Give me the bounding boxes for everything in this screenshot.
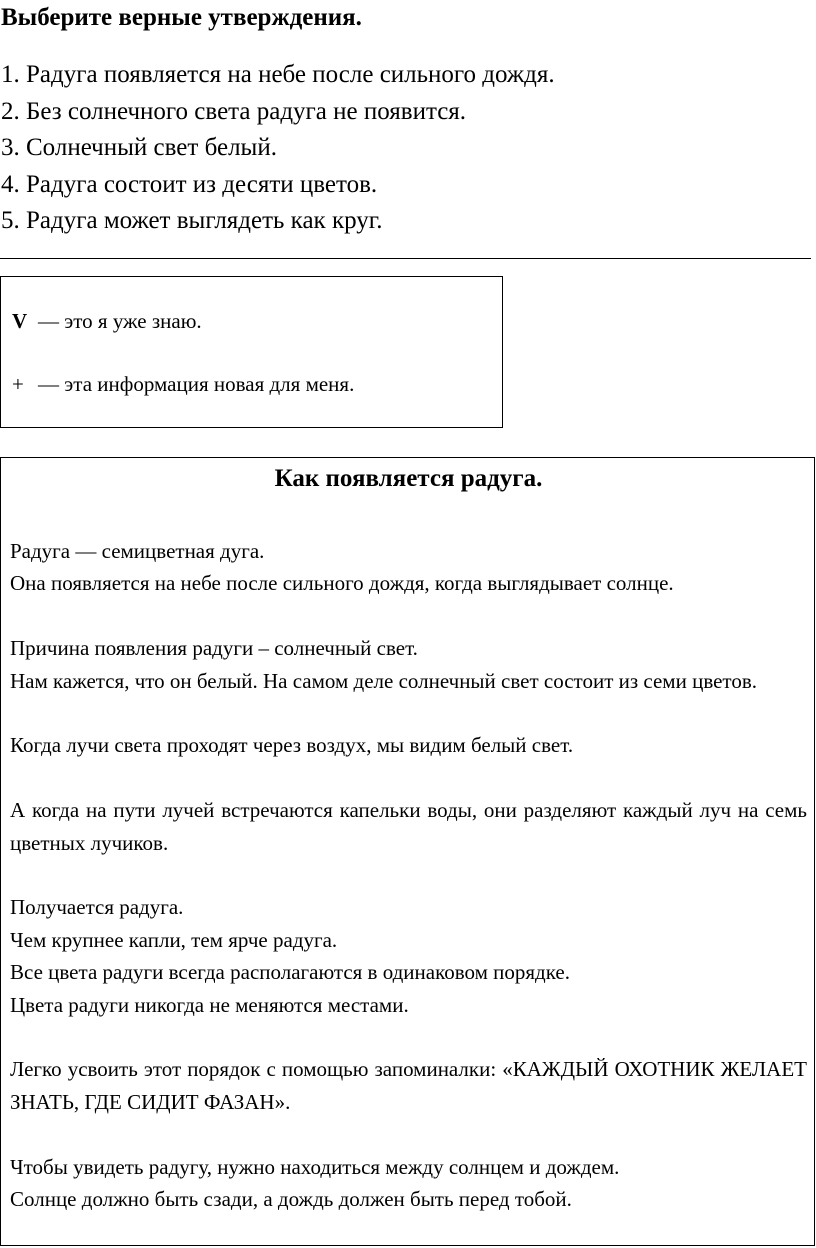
statement-list bbox=[1, 57, 555, 240]
article-paragraph bbox=[10, 891, 807, 1021]
statement-item: 4. Радуга состоит из десяти цветов. bbox=[1, 170, 378, 198]
article-line: Чем крупнее капли, тем ярче радуга. bbox=[10, 927, 338, 952]
article-line: Когда лучи света проходят через воздух, мы видим белый свет. bbox=[10, 733, 574, 758]
article-paragraph bbox=[10, 535, 807, 600]
article-line: Она появляется на небе после сильного дождя, когда выглядывает солнце. bbox=[10, 571, 674, 596]
article-line: Все цвета радуги всегда располагаются в одинаковом порядке. bbox=[10, 960, 570, 985]
article-paragraph bbox=[10, 1151, 807, 1216]
article-line: Солнце должно быть сзади, а дождь должен быть перед тобой. bbox=[10, 1187, 572, 1212]
article-line: Нам кажется, что он белый. На самом деле солнечный свет состоит из семи цветов. bbox=[10, 668, 757, 693]
article-body bbox=[10, 535, 807, 1248]
article-title: Как появляется радуга. bbox=[274, 465, 543, 492]
horizontal-divider bbox=[0, 258, 811, 259]
legend-row-new bbox=[12, 371, 354, 397]
legend-box bbox=[0, 276, 503, 428]
article-paragraph bbox=[10, 794, 807, 859]
article-line: Цвета радуги никогда не меняются местами. bbox=[10, 992, 409, 1017]
statement-item: 1. Радуга появляется на небе после сильного дождя. bbox=[1, 61, 555, 88]
article-line: Радуга — семицветная дуга. bbox=[10, 539, 265, 563]
legend-row-known bbox=[12, 308, 202, 334]
task-heading: Выберите верные утверждения. bbox=[1, 4, 362, 31]
article-paragraph bbox=[10, 729, 807, 761]
article-line: Получается радуга. bbox=[10, 895, 184, 920]
statement-item: 3. Солнечный свет белый. bbox=[1, 134, 277, 161]
plus-symbol: + bbox=[12, 372, 24, 396]
checkmark-v-symbol: V bbox=[12, 309, 28, 333]
legend-new-text: — эта информация новая для меня. bbox=[38, 372, 355, 396]
article-line: А когда на пути лучей встречаются капельки воды, они разделяют каждый луч на семь цветных лучиков. bbox=[10, 798, 807, 855]
article-line: Легко усвоить этот порядок с помощью запоминалки: «КАЖДЫЙ ОХОТНИК ЖЕЛАЕТ ЗНАТЬ, ГДЕ СИДИТ ФАЗАН». bbox=[10, 1057, 807, 1114]
article-paragraph bbox=[10, 632, 807, 697]
article-line: Причина появления радуги – солнечный свет. bbox=[10, 636, 418, 661]
article-paragraph bbox=[10, 1053, 807, 1118]
article-box bbox=[0, 457, 815, 1246]
statement-item: 2. Без солнечного света радуга не появится. bbox=[1, 97, 467, 125]
article-line: Чтобы увидеть радугу, нужно находиться между солнцем и дождем. bbox=[10, 1154, 620, 1179]
legend-known-text: — это я уже знаю. bbox=[38, 309, 202, 333]
statement-item: 5. Радуга может выглядеть как круг. bbox=[1, 207, 383, 234]
